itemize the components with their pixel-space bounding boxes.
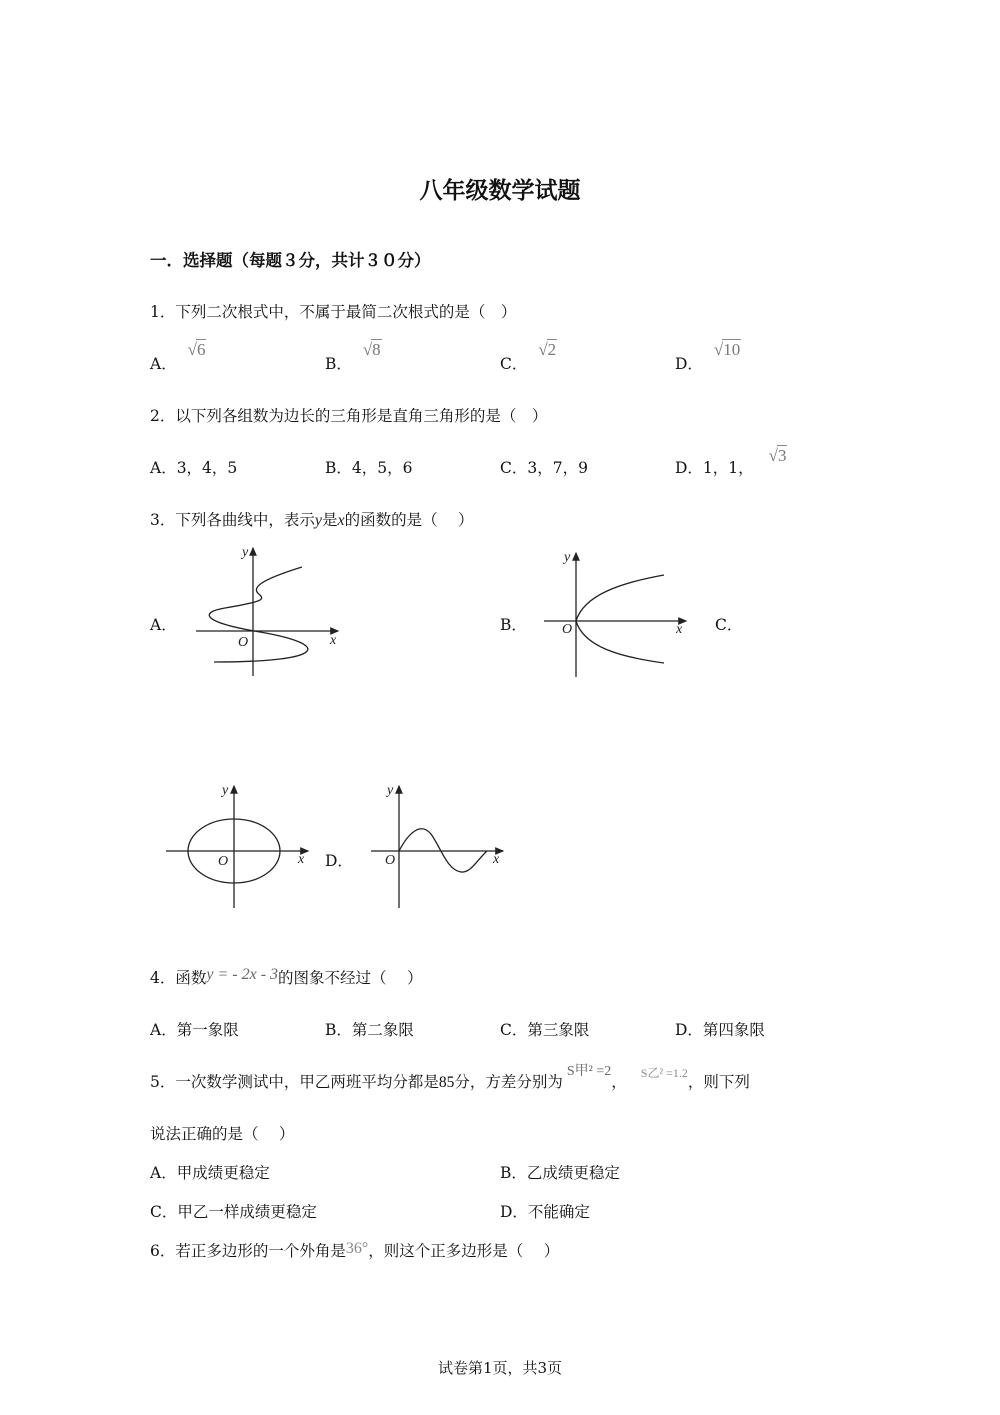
option-letter: B． (325, 355, 352, 373)
q2-option-d[interactable] (675, 446, 787, 478)
option-text: D．1，1， (675, 459, 754, 477)
page-title: 八年级数学试题 (419, 178, 581, 204)
question-5-stem-line2: 说法正确的是（ ） (150, 1125, 295, 1143)
graph-a[interactable] (190, 540, 350, 680)
q4-option-a[interactable]: A．第一象限 (150, 1021, 239, 1039)
variance-jia: S甲² =2 (566, 1064, 612, 1079)
origin-label: O (562, 622, 573, 637)
q3-option-a-label[interactable]: A． (150, 616, 177, 634)
graph-b[interactable] (540, 545, 700, 685)
function-formula: y = - 2x - 3 (206, 966, 279, 983)
question-1-stem: 1．下列二次根式中，不属于最简二次根式的是（ ） (150, 303, 517, 321)
option-letter: C． (500, 355, 528, 373)
question-3-stem: 3．下列各曲线中，表示y是x的函数的是（ ） (150, 511, 474, 529)
q3-option-d-label[interactable]: D． (325, 852, 353, 870)
section-header: 一．选择题（每题３分，共计３０分） (150, 251, 431, 270)
variance-yi: S乙² =1.2 (640, 1066, 688, 1080)
curve (209, 567, 308, 662)
q4-option-c[interactable]: C．第三象限 (500, 1021, 590, 1039)
x-label: x (676, 622, 683, 637)
q5-option-d[interactable]: D．不能确定 (500, 1203, 590, 1221)
x-label: x (298, 852, 305, 867)
origin-label: O (238, 635, 249, 650)
option-letter: D． (675, 355, 703, 373)
y-label: y (564, 550, 571, 565)
q3-option-b-label[interactable]: B． (500, 616, 527, 634)
x-label: x (330, 633, 337, 648)
y-label: y (242, 545, 249, 560)
sqrt-expression: √2 (538, 340, 557, 359)
q1-option-d[interactable] (675, 340, 741, 374)
y-label: y (222, 783, 229, 798)
question-2-stem: 2．以下列各组数为边长的三角形是直角三角形的是（ ） (150, 407, 548, 425)
q1-option-b[interactable] (325, 340, 381, 374)
q5-option-b[interactable]: B．乙成绩更稳定 (500, 1164, 620, 1182)
sqrt-expression: √6 (187, 340, 206, 359)
page-footer: 试卷第1页，共3页 (437, 1359, 563, 1377)
graph-c[interactable] (160, 780, 320, 915)
question-5-stem-line1: 5．一次数学测试中，甲乙两班平均分都是85分，方差分别为S甲² =2， $^{S乙^2 =1.2}$，则下列 (150, 1064, 750, 1091)
q5-option-a[interactable]: A．甲成绩更稳定 (150, 1164, 270, 1182)
option-letter: A． (150, 355, 177, 373)
q1-option-c[interactable] (500, 340, 557, 374)
q5-option-c[interactable]: C．甲乙一样成绩更稳定 (150, 1203, 317, 1221)
y-label: y (387, 783, 394, 798)
q2-option-b[interactable]: B．4，5，6 (325, 459, 413, 477)
q2-option-a[interactable]: A．3，4，5 (150, 459, 238, 477)
graph-d[interactable] (365, 780, 515, 915)
sqrt-expression: √8 (362, 340, 381, 359)
q4-option-b[interactable]: B．第二象限 (325, 1021, 414, 1039)
q4-option-d[interactable]: D．第四象限 (675, 1021, 765, 1039)
x-label: x (493, 852, 500, 867)
question-4-stem: 4．函数y = - 2x - 3的图象不经过（ ） (150, 966, 423, 987)
angle-value: 36° (345, 1240, 369, 1257)
sqrt-expression: √10 (713, 340, 741, 359)
origin-label: O (218, 854, 229, 869)
q3-option-c-label[interactable]: C． (715, 616, 743, 634)
question-6-stem: 6．若正多边形的一个外角是36°，则这个正多边形是（ ） (150, 1240, 560, 1260)
origin-label: O (385, 853, 396, 868)
q1-option-a[interactable] (150, 340, 206, 374)
sqrt-expression: √3 (768, 446, 787, 465)
curve (576, 575, 664, 663)
q2-option-c[interactable]: C．3，7，9 (500, 459, 588, 477)
